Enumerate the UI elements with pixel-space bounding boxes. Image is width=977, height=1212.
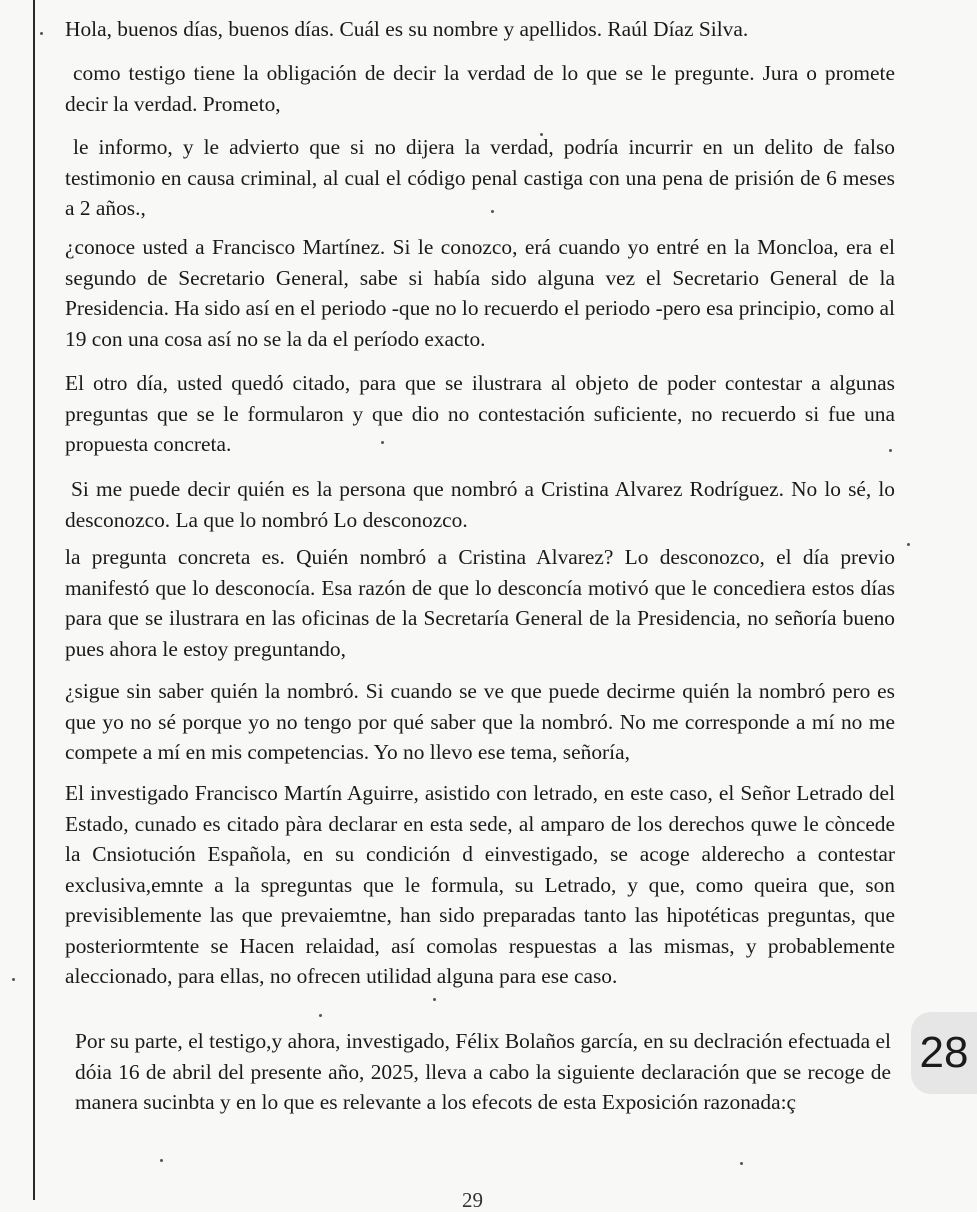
scan-speck <box>740 1162 743 1165</box>
scan-speck <box>12 978 15 981</box>
scan-speck <box>160 1159 163 1162</box>
scan-speck <box>907 543 910 546</box>
scan-speck <box>40 32 43 35</box>
paragraph-citation: El otro día, usted quedó citado, para que se ilustrara al objeto de poder contestar a algunas preguntas que se le formularon y que dio no contestación suficiente, no recuerdo si fue una propuesta concreta. <box>65 371 895 456</box>
paragraph-investigated-aguirre: El investigado Francisco Martín Aguirre, asistido con letrado, en este caso, el Señor Letrado del Estado, cunado es citado pàra declarar en esta sede, al amparo de los derechos quwe le còncede la Cnsiotución Española, en su condición d einvestigado, se acoge alderecho a contestar exclusiva,emnte a la spreguntas que le formula, su Letrado, y que, como queira que, son previsiblemente las que prevaiemtne, han sido preparadas tanto las hipotéticas preguntas, que posteriormtente se Hacen relaidad, así comolas respuestas a las mismas, y probablemente aleccionado, para ellas, no ofrecen utilidad alguna para ese caso. <box>65 781 895 988</box>
scan-speck <box>433 998 436 1001</box>
scan-speck <box>319 1014 322 1017</box>
paragraph-greeting: Hola, buenos días, buenos días. Cuál es su nombre y apellidos. Raúl Díaz Silva. <box>65 17 749 41</box>
paragraph-francisco-martinez: ¿conoce usted a Francisco Martínez. Si le conozco, erá cuando yo entré en la Moncloa, era el segundo de Secretario General, sabe si había sido alguna vez el Secretario General de la Presidencia. Ha sido así en el periodo -que no lo recuerdo el periodo -pero esa principio, como al 19 con una cosa así no se la da el período exacto. <box>65 235 895 351</box>
paragraph-bolanos: Por su parte, el testigo,y ahora, investigado, Félix Bolaños garcía, en su declración efectuada el dóia 16 de abril del presente año, 2025, lleva a cabo la siguiente declaración que se recoge de manera sucinbta y en lo que es relevante a los efecots de esta Exposición razonada:ç <box>75 1029 891 1114</box>
paragraph-warning: le informo, y le advierto que si no dijera la verdad, podría incurrir en un delito de falso testimonio en causa criminal, al cual el código penal castiga con una pena de prisión de 6 meses a 2 años., <box>65 135 895 220</box>
paragraph-oath: como testigo tiene la obligación de decir la verdad de lo que se le pregunte. Jura o promete decir la verdad. Prometo, <box>65 61 895 116</box>
page-left-border <box>33 0 35 1200</box>
paragraph-still-unknown: ¿sigue sin saber quién la nombró. Si cuando se ve que puede decirme quién la nombró pero es que yo no sé porque yo no tengo por qué saber que la nombró. No me corresponde a mí no me compete a mí en mis competencias. Yo no llevo ese tema, señoría, <box>65 679 895 764</box>
paragraph-cristina-question: Si me puede decir quién es la persona que nombró a Cristina Alvarez Rodríguez. No lo sé, lo desconozco. La que lo nombró Lo desconozco. <box>65 477 895 532</box>
paragraph-concrete-question: la pregunta concreta es. Quién nombró a Cristina Alvarez? Lo desconozco, el día previo manifestó que lo desconocía. Esa razón de que lo desconcía motivó que le concediera estos días para que se ilustrara en las oficinas de la Secretaría General de la Presidencia, no señoría bueno pues ahora le estoy preguntando, <box>65 545 895 661</box>
bottom-page-number: 29 <box>462 1188 483 1212</box>
page-number-badge: 28 <box>911 1012 977 1094</box>
